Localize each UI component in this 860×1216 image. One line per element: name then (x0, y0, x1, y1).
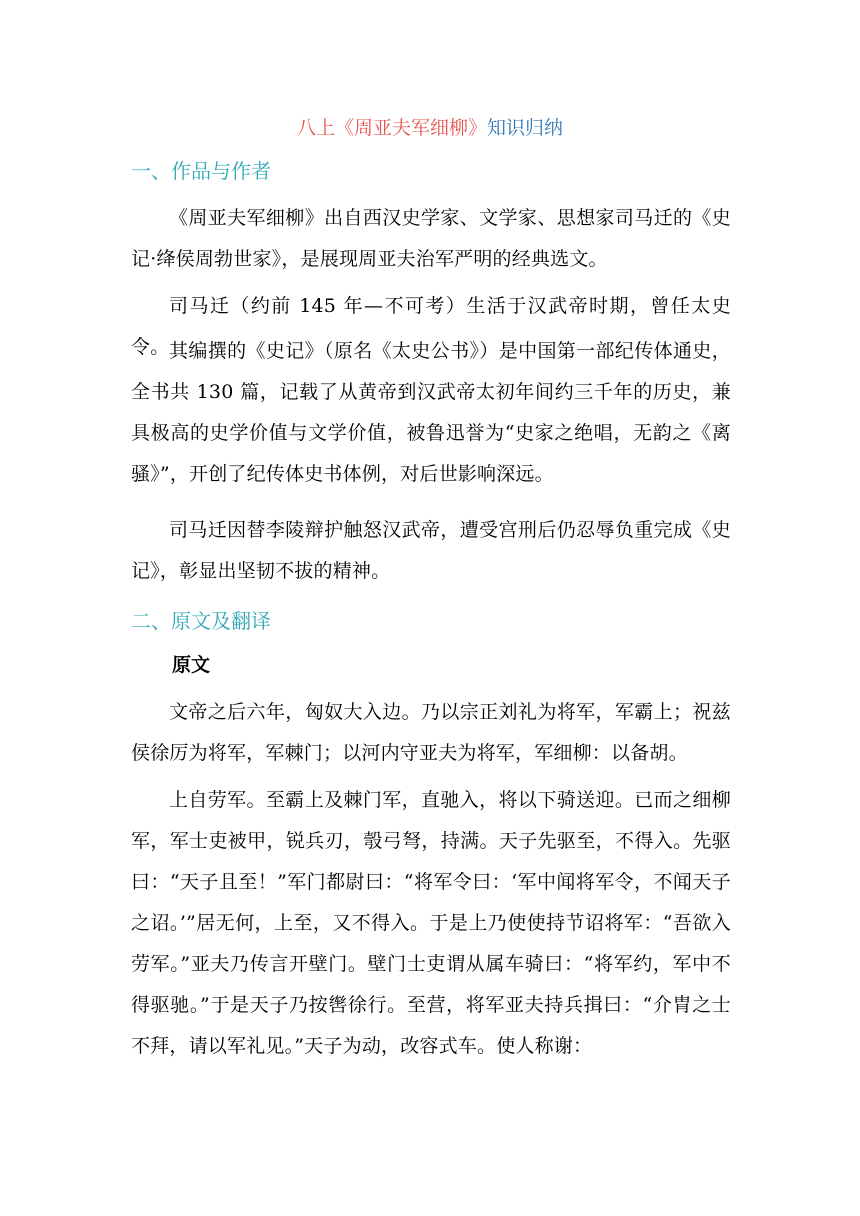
title-work-name: 八上《周亚夫军细柳》 (296, 117, 487, 139)
title-summary-label: 知识归纳 (487, 117, 564, 139)
paragraph-original-1: 文帝之后六年，匈奴大入边。乃以宗正刘礼为将军，军霸上；祝兹侯徐厉为将军，军棘门；以河内守亚夫为将军，军细柳：以备胡。 (131, 701, 731, 764)
section-heading-work-and-author: 一、作品与作者 (131, 159, 271, 183)
section-heading-text-and-translation: 二、原文及翻译 (131, 609, 271, 633)
paragraph-author-spirit: 司马迁因替李陵辩护触怒汉武帝，遭受宫刑后仍忍辱负重完成《史记》，彰显出坚韧不拔的精神。 (131, 519, 731, 582)
document-title (0, 114, 860, 142)
paragraph-author-intro: 司马迁（约前 145 年—不可考）生活于汉武帝时期，曾任太史令。 (131, 295, 731, 358)
paragraph-work-intro: 《周亚夫军细柳》出自西汉史学家、文学家、思想家司马迁的《史记·绛侯周勃世家》，是展现周亚夫治军严明的经典选文。 (131, 207, 731, 270)
paragraph-original-2: 上自劳军。至霸上及棘门军，直驰入，将以下骑送迎。已而之细柳军，军士吏被甲，锐兵刃，彀弓弩，持满。天子先驱至，不得入。先驱曰：“天子且至！”军门都尉曰：“将军令曰：‘军中闻将军令，不闻天子之诏。’”居无何，上至，又不得入。于是上乃使使持节诏将军：“吾欲入劳军。”亚夫乃传言开壁门。壁门士吏谓从属车骑曰：“将军约，军中不得驱驰。”于是天子乃按辔徐行。至营，将军亚夫持兵揖曰：“介胄之士不拜，请以军礼见。”天子为动，改容式车。使人称谢： (131, 789, 731, 1057)
subheading-original-text: 原文 (172, 654, 211, 676)
paragraph-shiji-intro: 其编撰的《史记》（原名《太史公书》）是中国第一部纪传体通史，全书共 130 篇，记载了从黄帝到汉武帝太初年间约三千年的历史，兼具极高的史学价值与文学价值，被鲁迅誉为“史家之绝唱，无韵之《离骚》”，开创了纪传体史书体例，对后世影响深远。 (131, 340, 731, 485)
